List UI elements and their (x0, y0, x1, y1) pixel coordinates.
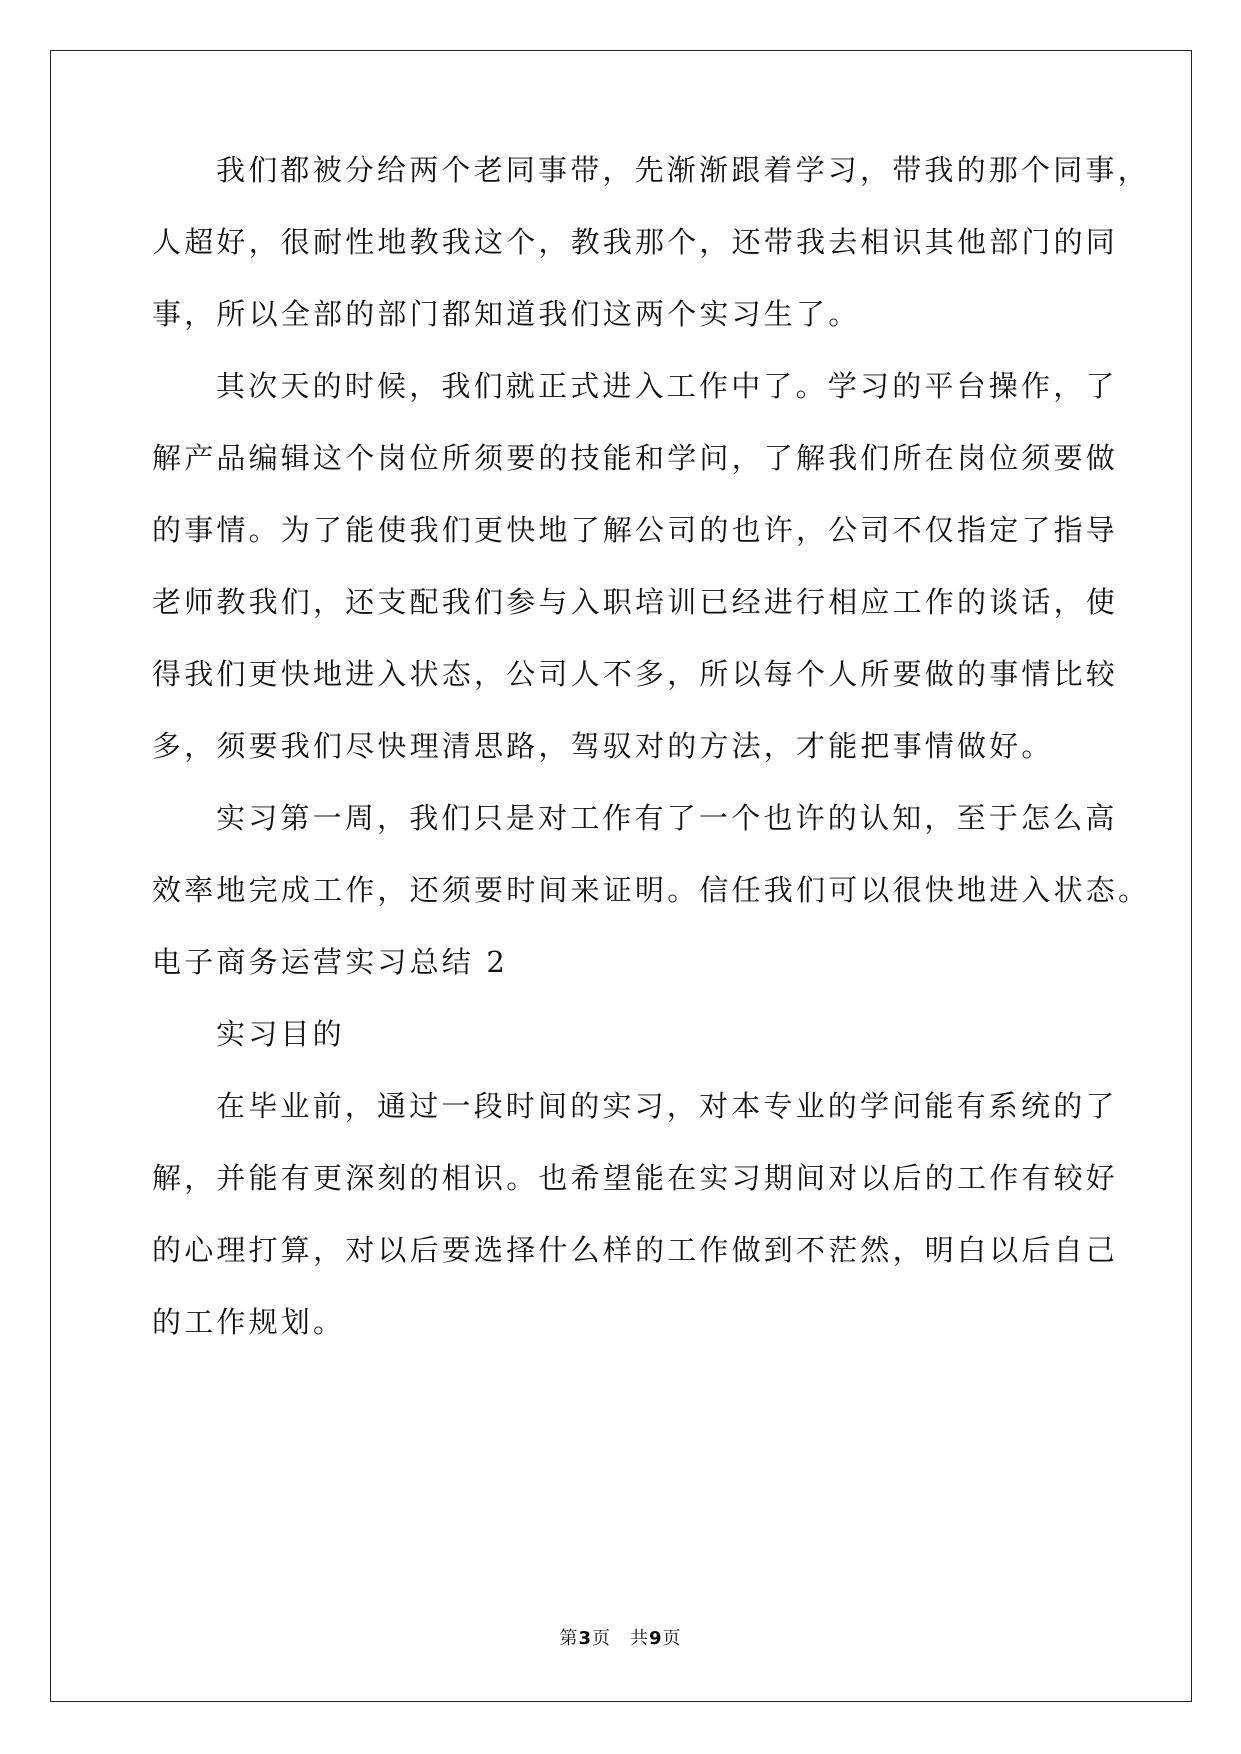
paragraph-line: 的事情。为了能使我们更快地了解公司的也许，公司不仅指定了指导 (152, 513, 1119, 547)
page-label-suffix: 页 (662, 1628, 682, 1649)
paragraph-line: 在毕业前，通过一段时间的实习，对本专业的学问能有系统的了 (216, 1089, 1118, 1123)
page-label-prefix: 第 (559, 1628, 579, 1649)
paragraph-line: 人超好，很耐性地教我这个，教我那个，还带我去相识其他部门的同 (152, 225, 1119, 259)
subheading: 实习目的 (216, 1017, 345, 1051)
paragraph-line: 我们都被分给两个老同事带，先渐渐跟着学习，带我的那个同事， (216, 153, 1150, 187)
paragraph-line: 的心理打算，对以后要选择什么样的工作做到不茫然，明白以后自己 (152, 1233, 1119, 1267)
current-page-number: 3 (578, 1628, 592, 1649)
paragraph-line: 得我们更快地进入状态，公司人不多，所以每个人所要做的事情比较 (152, 657, 1119, 691)
section-heading: 电子商务运营实习总结 2 (152, 945, 509, 979)
paragraph-line: 多，须要我们尽快理清思路，驾驭对的方法，才能把事情做好。 (152, 729, 1054, 763)
paragraph-line: 解，并能有更深刻的相识。也希望能在实习期间对以后的工作有较好 (152, 1161, 1119, 1195)
page-label-mid: 页 共 (592, 1628, 649, 1649)
page-footer (0, 1627, 1241, 1651)
paragraph-line: 实习第一周，我们只是对工作有了一个也许的认知，至于怎么高 (216, 801, 1118, 835)
paragraph-line: 事，所以全部的部门都知道我们这两个实习生了。 (152, 297, 861, 331)
paragraph-line: 老师教我们，还支配我们参与入职培训已经进行相应工作的谈话，使 (152, 585, 1119, 619)
paragraph-line: 解产品编辑这个岗位所须要的技能和学问，了解我们所在岗位须要做 (152, 441, 1119, 475)
paragraph-line: 的工作规划。 (152, 1305, 346, 1339)
paragraph-line: 其次天的时候，我们就正式进入工作中了。学习的平台操作，了 (216, 369, 1118, 403)
paragraph-line: 效率地完成工作，还须要时间来证明。信任我们可以很快地进入状态。 (152, 873, 1151, 907)
total-pages-number: 9 (649, 1628, 663, 1649)
